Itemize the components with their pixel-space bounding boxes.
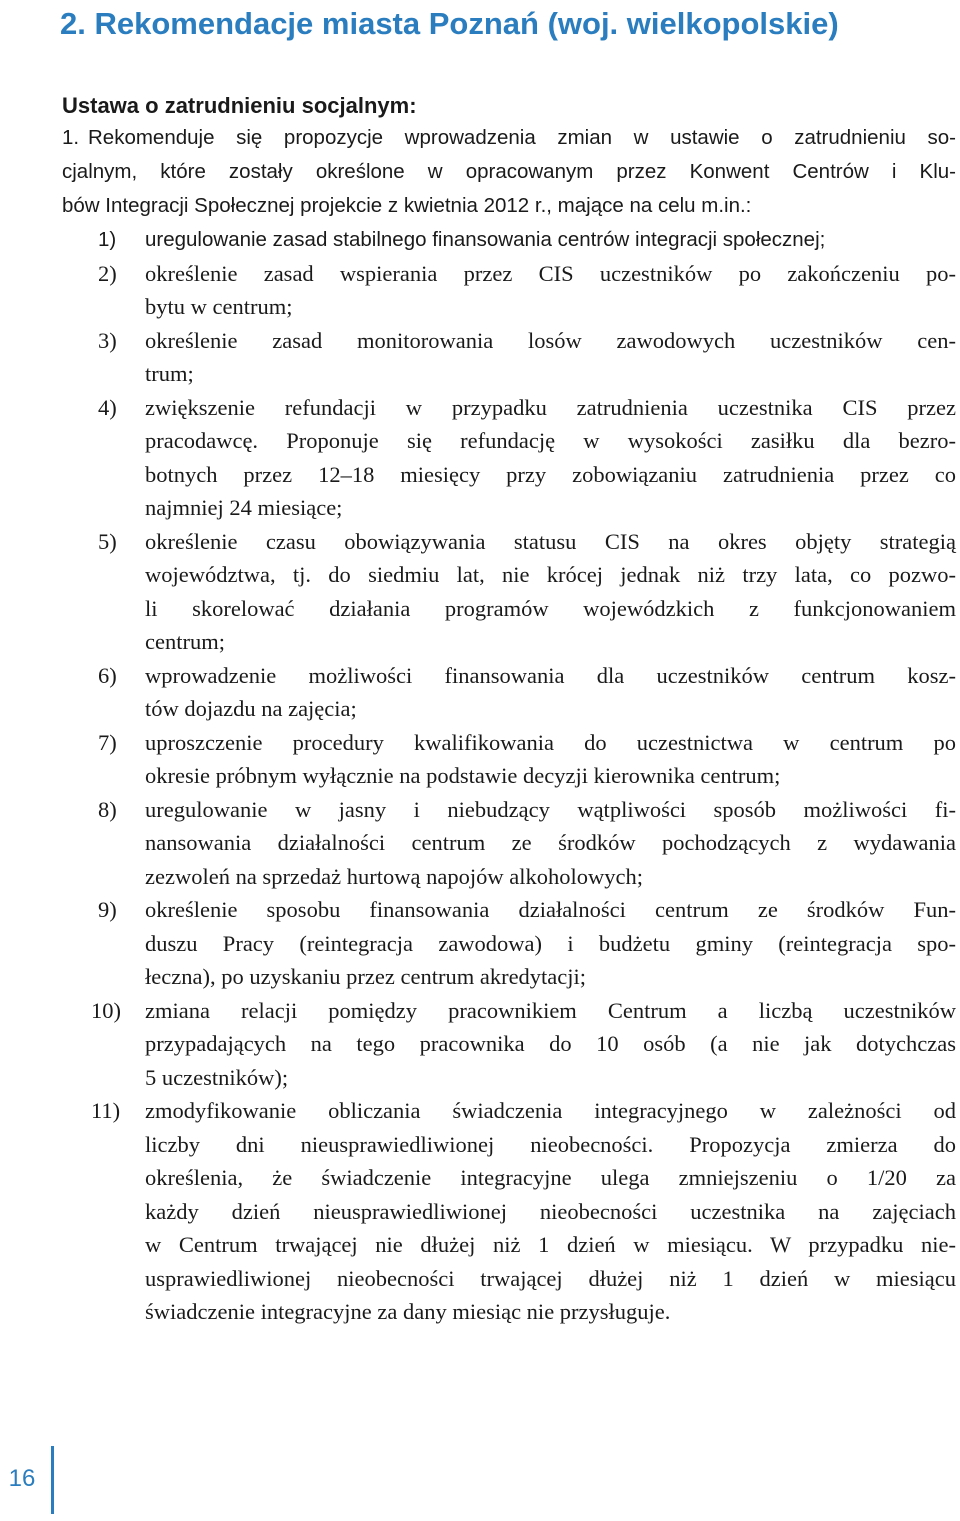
list-item-line: zmodyfikowanie obliczania świadczenia integracyjnego w zależności od — [145, 1098, 956, 1123]
page-number: 16 — [8, 1465, 36, 1492]
list-item-line: duszu Pracy (reintegracja zawodowa) i budżetu gminy (reintegracja spo- — [145, 930, 956, 956]
list-item-line: usprawiedliwionej nieobecności trwającej dłużej niż 1 dzień w miesiącu — [145, 1265, 956, 1291]
subheading: Ustawa o zatrudnieniu socjalnym: — [62, 93, 417, 118]
list-item-line: przypadających na tego pracownika do 10 osób (a nie jak dotychczas — [145, 1031, 956, 1056]
list-item-number: 7) — [98, 729, 117, 755]
list-item-number: 4) — [98, 394, 117, 420]
list-item-line: określenie zasad wspierania przez CIS uczestników po zakończeniu po- — [145, 260, 956, 286]
section-heading: 2. Rekomendacje miasta Poznań (woj. wielkopolskie) — [60, 6, 839, 41]
list-item-number: 5) — [98, 528, 117, 554]
list-item-line: 5 uczestników); — [145, 1064, 289, 1090]
intro-line: Rekomenduje się propozycje wprowadzenia zmian w ustawie o zatrudnieniu so- — [88, 126, 956, 149]
list-item-number: 8) — [98, 796, 117, 822]
list-item-line: wprowadzenie możliwości finansowania dla uczestników centrum kosz- — [145, 662, 956, 688]
list-item-line: nansowania działalności centrum ze środków pochodzących z wydawania — [145, 830, 956, 855]
list-item-line: li skorelować działania programów wojewódzkich z funkcjonowaniem — [145, 595, 956, 621]
list-item-line: bytu w centrum; — [145, 294, 293, 319]
list-item-line: trum; — [145, 361, 194, 386]
list-item-line: świadczenie integracyjne za dany miesiąc nie przysługuje. — [145, 1299, 671, 1324]
list-item-line: tów dojazdu na zajęcia; — [145, 696, 357, 721]
list-item-line: liczby dni nieusprawiedliwionej nieobecności. Propozycja zmierza do — [145, 1131, 956, 1157]
list-item-line: najmniej 24 miesiące; — [145, 495, 343, 520]
list-item-number: 11) — [91, 1098, 121, 1123]
list-item-line: zmiana relacji pomiędzy pracownikiem Centrum a liczbą uczestników — [145, 997, 956, 1023]
list-item-number: 1) — [98, 228, 117, 251]
intro-line: bów Integracji Społecznej projekcie z kwietnia 2012 r., mające na celu m.in.: — [62, 194, 752, 217]
list-item-line: uregulowanie zasad stabilnego finansowania centrów integracji społecznej; — [145, 228, 826, 251]
list-item-line: województwa, tj. do siedmiu lat, nie krócej jednak niż trzy lata, co pozwo- — [145, 562, 956, 587]
list-item-number: 3) — [98, 327, 117, 353]
list-item-line: zezwoleń na sprzedaż hurtową napojów alkoholowych; — [145, 863, 643, 889]
list-item-line: określenie sposobu finansowania działalności centrum ze środków Fun- — [145, 897, 956, 922]
list-item-line: określenie czasu obowiązywania statusu CIS na okres objęty strategią — [145, 528, 956, 554]
list-item-number: 2) — [98, 260, 117, 286]
page-number-rule — [51, 1446, 54, 1514]
list-item-number: 10) — [91, 997, 121, 1023]
list-item-line: uproszczenie procedury kwalifikowania do uczestnictwa w centrum po — [145, 729, 956, 755]
list-item-line: centrum; — [145, 629, 225, 654]
list-item-line: określenie zasad monitorowania losów zawodowych uczestników cen- — [145, 327, 956, 353]
list-item-line: w Centrum trwającej nie dłużej niż 1 dzień w miesiącu. W przypadku nie- — [145, 1232, 956, 1257]
list-item-line: określenia, że świadczenie integracyjne ulega zmniejszeniu o 1/20 za — [145, 1165, 956, 1190]
list-item-number: 6) — [98, 662, 117, 688]
list-item-line: uregulowanie w jasny i niebudzący wątpliwości sposób możliwości fi- — [145, 796, 956, 822]
list-item-line: okresie próbnym wyłącznie na podstawie decyzji kierownika centrum; — [145, 763, 781, 788]
intro-number: 1. — [62, 126, 80, 149]
list-item-line: każdy dzień nieusprawiedliwionej nieobecności uczestnika na zajęciach — [145, 1198, 956, 1224]
intro-line: cjalnym, które zostały określone w opracowanym przez Konwent Centrów i Klu- — [62, 160, 956, 183]
list-item-line: pracodawcę. Proponuje się refundację w wysokości zasiłku dla bezro- — [145, 428, 956, 453]
list-item-line: zwiększenie refundacji w przypadku zatrudnienia uczestnika CIS przez — [145, 394, 956, 420]
list-item-line: łeczna), po uzyskaniu przez centrum akredytacji; — [145, 964, 587, 989]
list-item-line: botnych przez 12–18 miesięcy przy zobowiązaniu zatrudnienia przez co — [145, 461, 956, 487]
list-item-number: 9) — [98, 897, 117, 922]
